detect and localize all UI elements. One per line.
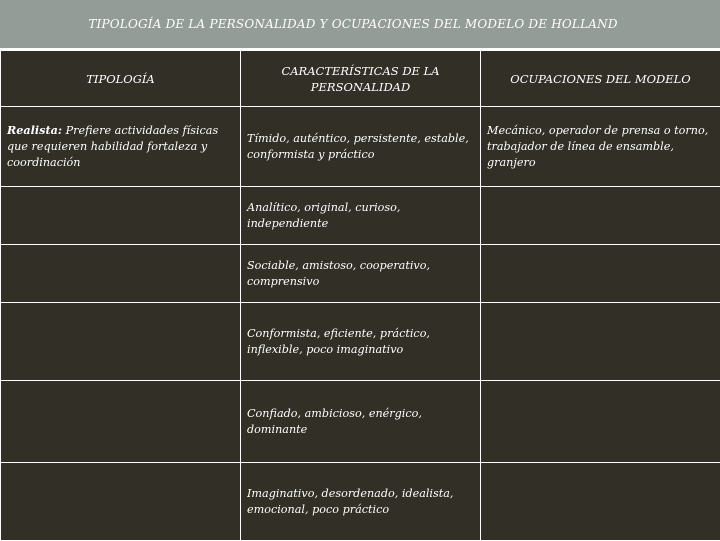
header-tipologia: TIPOLOGÍA bbox=[1, 51, 241, 107]
cell-characteristics: Sociable, amistoso, cooperativo, comprensivo bbox=[241, 245, 481, 303]
type-description: Prefiere actividades físicas que requieren habilidad fortaleza y coordinación bbox=[7, 124, 218, 169]
cell-type bbox=[1, 107, 241, 187]
table-row bbox=[1, 245, 720, 303]
header-caracteristicas: CARACTERÍSTICAS DE LA PERSONALIDAD bbox=[241, 51, 481, 107]
cell-type bbox=[1, 381, 241, 463]
cell-type bbox=[1, 303, 241, 381]
table-row bbox=[1, 107, 720, 187]
holland-table bbox=[0, 50, 720, 541]
cell-occupations bbox=[481, 187, 720, 245]
cell-occupations: Mecánico, operador de prensa o torno, trabajador de línea de ensamble, granjero bbox=[481, 107, 720, 187]
cell-type bbox=[1, 463, 241, 541]
cell-type bbox=[1, 187, 241, 245]
cell-occupations bbox=[481, 303, 720, 381]
cell-characteristics: Analítico, original, curioso, independiente bbox=[241, 187, 481, 245]
slide-title-bar bbox=[0, 0, 720, 48]
slide-title: TIPOLOGÍA DE LA PERSONALIDAD Y OCUPACIONES DEL MODELO DE HOLLAND bbox=[88, 17, 617, 31]
header-ocupaciones: OCUPACIONES DEL MODELO bbox=[481, 51, 720, 107]
table-header-row bbox=[1, 51, 720, 107]
cell-characteristics: Tímido, auténtico, persistente, estable, conformista y práctico bbox=[241, 107, 481, 187]
cell-characteristics: Conformista, eficiente, práctico, inflexible, poco imaginativo bbox=[241, 303, 481, 381]
cell-type bbox=[1, 245, 241, 303]
table-row bbox=[1, 463, 720, 541]
cell-characteristics: Confiado, ambicioso, enérgico, dominante bbox=[241, 381, 481, 463]
table-row bbox=[1, 187, 720, 245]
table-row bbox=[1, 303, 720, 381]
cell-occupations bbox=[481, 245, 720, 303]
cell-occupations bbox=[481, 381, 720, 463]
cell-occupations bbox=[481, 463, 720, 541]
table-row bbox=[1, 381, 720, 463]
cell-characteristics: Imaginativo, desordenado, idealista, emocional, poco práctico bbox=[241, 463, 481, 541]
type-name: Realista: bbox=[7, 123, 62, 137]
